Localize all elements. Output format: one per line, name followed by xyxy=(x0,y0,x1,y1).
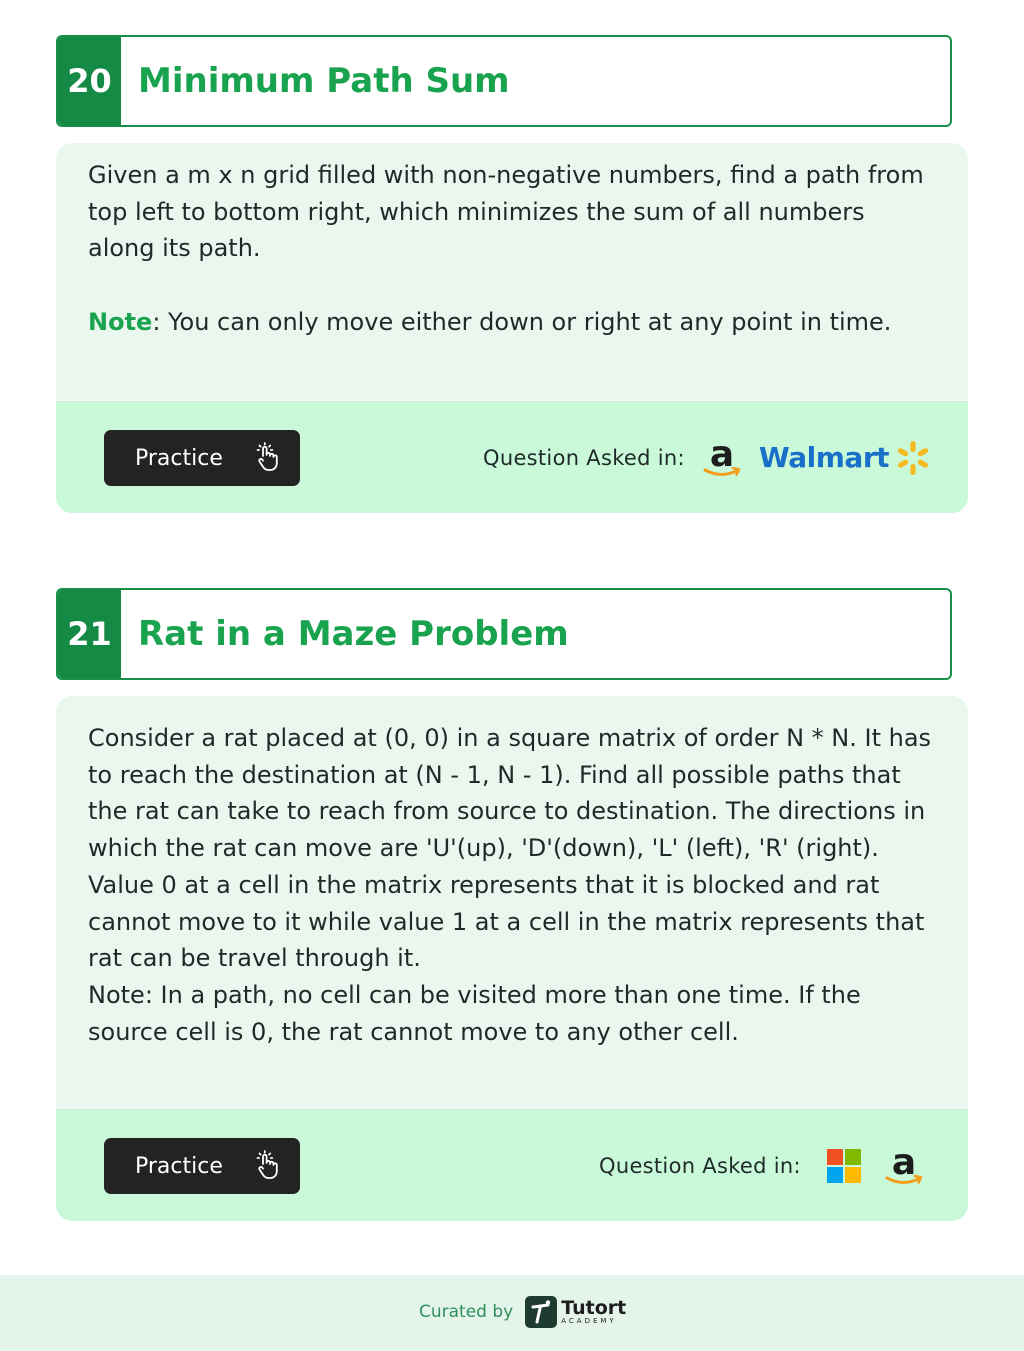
tap-hand-icon xyxy=(254,442,280,472)
q21-card xyxy=(56,696,968,1221)
tutort-brand-sub: ACADEMY xyxy=(561,1317,617,1325)
q21-asked-in xyxy=(599,1110,925,1221)
q21-header xyxy=(56,588,952,680)
svg-text:a: a xyxy=(891,1143,917,1183)
asked-in-label: Question Asked in: xyxy=(599,1153,801,1178)
tutort-logo-icon xyxy=(525,1296,557,1328)
q20-card xyxy=(56,143,968,513)
amazon-logo xyxy=(883,1144,925,1188)
asked-in-label: Question Asked in: xyxy=(483,445,685,470)
q20-footer xyxy=(56,401,968,513)
curated-by xyxy=(419,1296,626,1328)
tutort-logo xyxy=(525,1296,626,1328)
q21-number: 21 xyxy=(58,590,121,678)
q20-practice-button[interactable] xyxy=(104,430,300,486)
q21-practice-button[interactable] xyxy=(104,1138,300,1194)
q20-note xyxy=(88,304,936,341)
q20-title: Minimum Path Sum xyxy=(138,61,510,101)
q20-header xyxy=(56,35,952,127)
q21-title: Rat in a Maze Problem xyxy=(138,614,569,654)
practice-button-label: Practice xyxy=(135,445,223,471)
svg-text:a: a xyxy=(709,435,735,475)
q20-body xyxy=(56,143,968,341)
q21-description: Consider a rat placed at (0, 0) in a square matrix of order N * N. It has to reach the destination at (N - 1, N - 1). Find all possible paths that the rat can take to reach from source to destination. The directions in which the rat can move are 'U'(up), 'D'(down), 'L' (left), 'R' (right). Value 0 at a cell in the matrix represents that it is blocked and rat cannot move to it while value 1 at a cell in the matrix represents that rat can be travel through it. xyxy=(88,724,932,973)
tap-hand-icon xyxy=(254,1150,280,1180)
q20-number: 20 xyxy=(58,37,121,125)
q21-body xyxy=(56,696,968,1050)
microsoft-logo xyxy=(827,1149,861,1183)
q20-note-label: Note xyxy=(88,308,153,337)
tutort-brand-name: Tutort xyxy=(561,1297,627,1319)
q20-asked-in xyxy=(483,402,933,513)
amazon-logo xyxy=(701,436,743,480)
q21-footer xyxy=(56,1109,968,1221)
curated-by-text: Curated by xyxy=(419,1302,514,1322)
q21-note: Note: In a path, no cell can be visited more than one time. If the source cell is 0, the rat cannot move to any other cell. xyxy=(88,980,861,1046)
practice-button-label: Practice xyxy=(135,1153,223,1179)
walmart-spark-icon xyxy=(893,440,933,476)
walmart-wordmark: Walmart xyxy=(758,441,890,474)
walmart-logo xyxy=(759,440,933,476)
q20-note-text: : You can only move either down or right at any point in time. xyxy=(152,308,892,337)
q20-description: Given a m x n grid filled with non-negative numbers, find a path from top left to bottom right, which minimizes the sum of all numbers along its path. xyxy=(88,161,924,263)
